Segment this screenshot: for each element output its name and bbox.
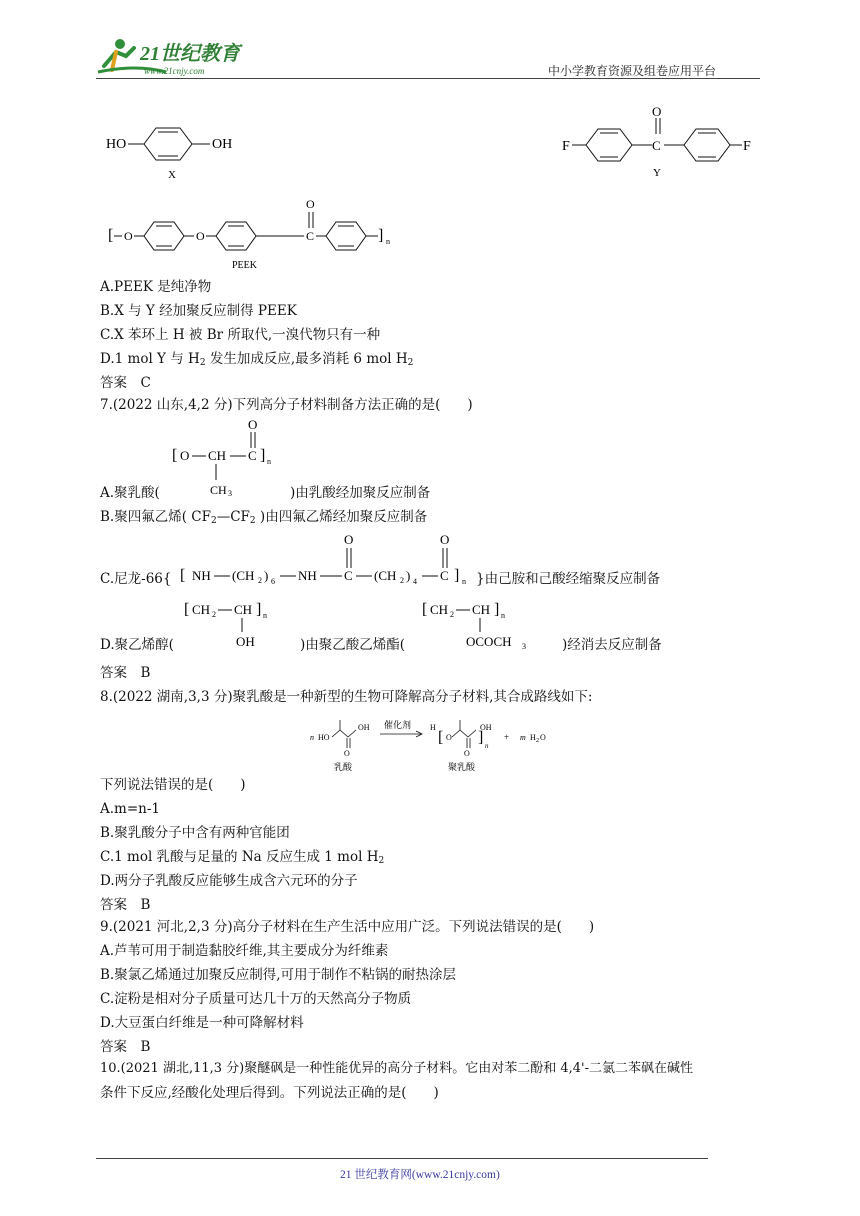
q9-option-d: D.大豆蛋白纤维是一种可降解材料: [100, 1015, 304, 1031]
q10-stem-line1: 10.(2021 湖北,11,3 分)聚醚砜是一种性能优异的高分子材料。它由对苯二酚和 4,4'-二氯二苯砜在碱性: [100, 1061, 694, 1076]
svg-text:O: O: [652, 104, 662, 119]
svg-text:n: n: [263, 611, 267, 620]
svg-text:2: 2: [536, 738, 539, 744]
svg-text:3: 3: [522, 642, 526, 651]
q7-option-d-suffix: )经消去反应制备: [562, 637, 662, 653]
svg-text:CH: CH: [430, 602, 449, 617]
q7-stem: 7.(2022 山东,4,2 分)下列高分子材料制备方法正确的是( ): [100, 397, 473, 413]
q7-option-c-suffix: }由己胺和己酸经缩聚反应制备: [476, 571, 661, 587]
svg-text:HO: HO: [106, 137, 127, 152]
svg-text:O: O: [344, 532, 354, 547]
svg-text:]: ]: [256, 601, 262, 618]
q8-option-b: B.聚乳酸分子中含有两种官能团: [100, 825, 290, 841]
q6-option-d: D.1 mol Y 与 $H_2$ 发生加成反应,最多消耗 6 mol $H_2$: [100, 351, 414, 368]
svg-text:OH: OH: [358, 723, 370, 732]
svg-text:C: C: [248, 448, 257, 463]
svg-text:3: 3: [228, 489, 232, 498]
svg-text:CH: CH: [472, 602, 491, 617]
svg-text:(CH: (CH: [374, 568, 397, 583]
q7-option-b: B.聚四氟乙烯( $CF_2—CF_2$ )由四氟乙烯经加聚反应制备: [100, 509, 428, 526]
q8-option-a: A.m=n-1: [100, 801, 160, 817]
svg-text:C: C: [652, 138, 661, 153]
svg-text:CH: CH: [234, 602, 253, 617]
svg-text:]: ]: [260, 447, 266, 464]
q7-option-d-mid: )由聚乙酸乙烯酯(: [300, 637, 406, 653]
reaction-scheme-polylactic: [308, 704, 568, 774]
svg-text:n: n: [310, 733, 314, 742]
svg-text:C: C: [344, 568, 353, 583]
svg-text:[: [: [180, 567, 186, 584]
peek-label: PEEK: [232, 260, 257, 271]
svg-text:OCOCH: OCOCH: [466, 634, 512, 649]
runner-logo-icon: [96, 36, 266, 78]
svg-text:]: ]: [494, 601, 500, 618]
structure-x: [100, 118, 260, 184]
svg-text:2: 2: [400, 576, 404, 585]
structure-polylactic-acid: [170, 416, 290, 498]
svg-text:2: 2: [212, 610, 216, 619]
q6-option-b: B.X 与 Y 经加聚反应制得 PEEK: [100, 303, 297, 319]
svg-text:O: O: [196, 229, 205, 243]
svg-text:6: 6: [271, 577, 275, 586]
q7-option-d-prefix: D.聚乙烯醇(: [100, 637, 174, 653]
svg-text:O: O: [464, 749, 470, 758]
q7-option-c-prefix: C.尼龙-66{: [100, 571, 172, 587]
catalyst-label: 催化剂: [384, 720, 412, 730]
site-logo: [96, 36, 266, 78]
svg-text:O: O: [440, 532, 450, 547]
svg-text:CH: CH: [208, 448, 227, 463]
svg-text:F: F: [743, 139, 751, 154]
svg-text:OH: OH: [480, 723, 492, 732]
svg-text:n: n: [501, 611, 505, 620]
footer-link[interactable]: 21 世纪教育网(www.21cnjy.com): [340, 1169, 500, 1181]
svg-text:OH: OH: [236, 634, 255, 649]
svg-text:O: O: [248, 417, 258, 432]
q9-option-c: C.淀粉是相对分子质量可达几十万的天然高分子物质: [100, 991, 412, 1007]
svg-text:2: 2: [258, 576, 262, 585]
q7-answer: 答案 B: [100, 665, 151, 681]
svg-text:O: O: [446, 733, 452, 742]
svg-text:[: [: [184, 601, 190, 618]
q6-answer: 答案 C: [100, 375, 151, 391]
svg-text:O: O: [540, 733, 546, 742]
svg-text:www.21cnjy.com: www.21cnjy.com: [144, 66, 205, 76]
q8-answer: 答案 B: [100, 897, 151, 913]
svg-text:O: O: [344, 749, 350, 758]
structure-polyvinyl-acetate: [420, 596, 570, 652]
svg-text:+: +: [504, 732, 510, 742]
svg-text:[: [: [422, 601, 428, 618]
svg-text:O: O: [180, 448, 190, 463]
header-divider: [96, 78, 760, 79]
svg-text:n: n: [462, 577, 466, 586]
q6-option-a: A.PEEK 是纯净物: [100, 279, 212, 295]
svg-text:2: 2: [450, 610, 454, 619]
svg-text:]: ]: [454, 567, 460, 584]
y-label: Y: [653, 167, 661, 179]
q9-stem: 9.(2021 河北,2,3 分)高分子材料在生产生活中应用广泛。下列说法错误的是( ): [100, 919, 595, 935]
svg-text:[: [: [108, 227, 114, 244]
q7-option-a-suffix: )由乳酸经加聚反应制备: [290, 485, 431, 501]
svg-text:O: O: [306, 197, 315, 211]
svg-text:n: n: [386, 237, 390, 246]
svg-text:4: 4: [413, 577, 417, 586]
x-label: X: [168, 169, 176, 181]
svg-text:]: ]: [478, 729, 484, 746]
svg-text:[: [: [172, 447, 178, 464]
q9-option-b: B.聚氯乙烯通过加聚反应制得,可用于制作不粘锅的耐热涂层: [100, 967, 457, 983]
structure-polyvinyl-alcohol: [182, 596, 292, 652]
svg-text:m: m: [520, 733, 526, 742]
svg-text:NH: NH: [192, 568, 211, 583]
q8-option-c: C.1 mol 乳酸与足量的 Na 反应生成 1 mol $H_2$: [100, 849, 385, 866]
q8-stem: 8.(2022 湖南,3,3 分)聚乳酸是一种新型的生物可降解高分子材料,其合成路线如下:: [100, 689, 593, 705]
svg-text:CH: CH: [210, 483, 227, 497]
lactic-acid-label: 乳酸: [334, 762, 353, 772]
svg-text:O: O: [124, 229, 133, 243]
structure-y: [560, 102, 760, 182]
svg-text:HO: HO: [318, 733, 330, 742]
svg-text:F: F: [562, 139, 570, 154]
svg-text:n: n: [485, 742, 489, 750]
structure-nylon-66: [178, 530, 478, 590]
q9-option-a: A.芦苇可用于制造黏胶纤维,其主要成分为纤维素: [100, 943, 389, 959]
svg-text:CH: CH: [192, 602, 211, 617]
svg-text:H: H: [430, 723, 436, 732]
q8-sub-stem: 下列说法错误的是( ): [100, 777, 246, 793]
svg-text:(CH: (CH: [232, 568, 255, 583]
svg-text:n: n: [267, 457, 271, 466]
structure-peek: [104, 194, 404, 274]
footer-divider: [96, 1158, 708, 1159]
svg-text:]: ]: [378, 227, 384, 244]
q7-option-a-prefix: A.聚乳酸(: [100, 485, 160, 501]
q10-stem-line2: 条件下反应,经酸化处理后得到。下列说法正确的是( ): [100, 1085, 439, 1101]
svg-text:C: C: [440, 568, 449, 583]
svg-text:): ): [264, 568, 269, 583]
svg-text:21世纪教育: 21世纪教育: [140, 43, 240, 65]
svg-text:): ): [406, 568, 411, 583]
q8-option-d: D.两分子乳酸反应能够生成含六元环的分子: [100, 873, 358, 889]
q9-answer: 答案 B: [100, 1039, 151, 1055]
q6-option-c: C.X 苯环上 H 被 Br 所取代,一溴代物只有一种: [100, 327, 381, 343]
svg-text:[: [: [438, 729, 444, 746]
header-platform-name: 中小学教育资源及组卷应用平台: [548, 64, 717, 78]
svg-text:NH: NH: [298, 568, 317, 583]
svg-text:C: C: [306, 229, 315, 243]
svg-text:OH: OH: [212, 137, 233, 152]
polylactic-acid-label: 聚乳酸: [448, 762, 476, 772]
svg-text:H: H: [530, 733, 536, 742]
